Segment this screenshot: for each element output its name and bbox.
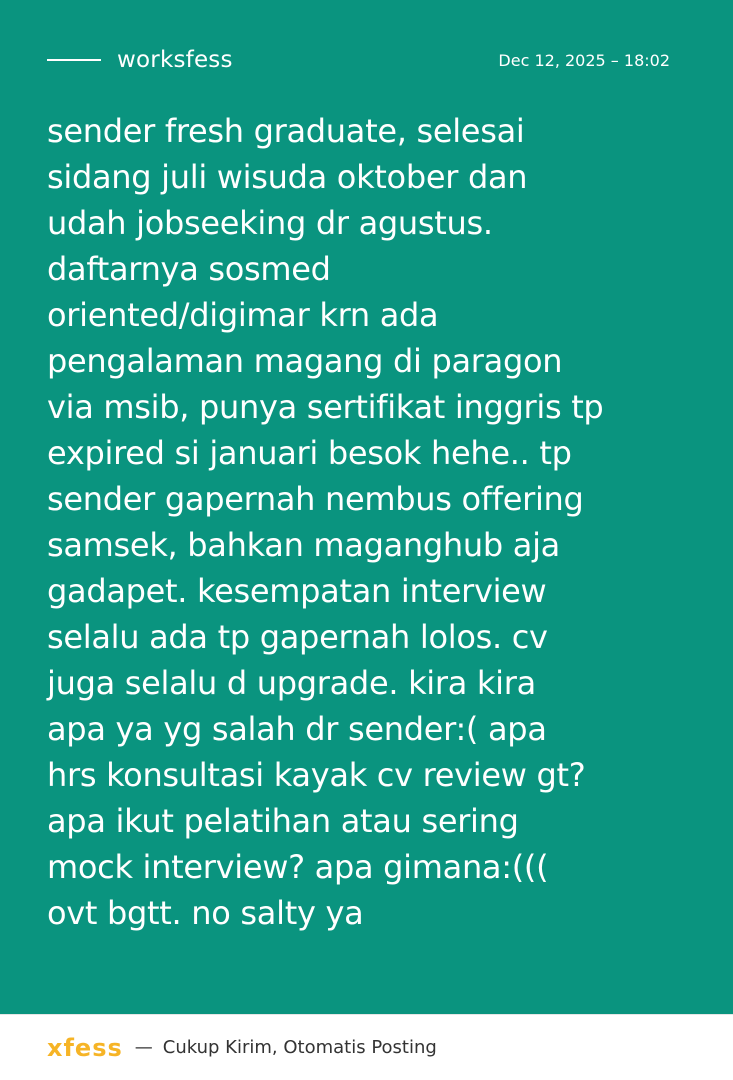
footer-separator: — [134,1037,153,1058]
post-timestamp: Dec 12, 2025 – 18:02 [498,50,670,70]
xfess-logo: xfess [47,1033,123,1062]
account-name: worksfess [117,47,233,73]
footer-bar [0,1014,733,1080]
header-divider-line [47,59,101,61]
post-body-text: sender fresh graduate, selesai sidang juli wisuda oktober dan udah jobseeking dr agustus. daftarnya sosmed oriented/digimar krn ada pengalaman magang di paragon via msib, punya sertifikat inggris tp expired si januari besok hehe.. tp sender gapernah nembus offering samsek, bahkan maganghub aja gadapet. kesempatan interview selalu ada tp gapernah lolos. cv juga selalu d upgrade. kira kira apa ya yg salah dr sender:( apa hrs konsultasi kayak cv review gt? apa ikut pelatihan atau sering mock interview? apa gimana:((( ovt bgtt. no salty ya [47,112,604,932]
footer-tagline: Cukup Kirim, Otomatis Posting [162,1037,437,1058]
post-header [47,44,670,76]
